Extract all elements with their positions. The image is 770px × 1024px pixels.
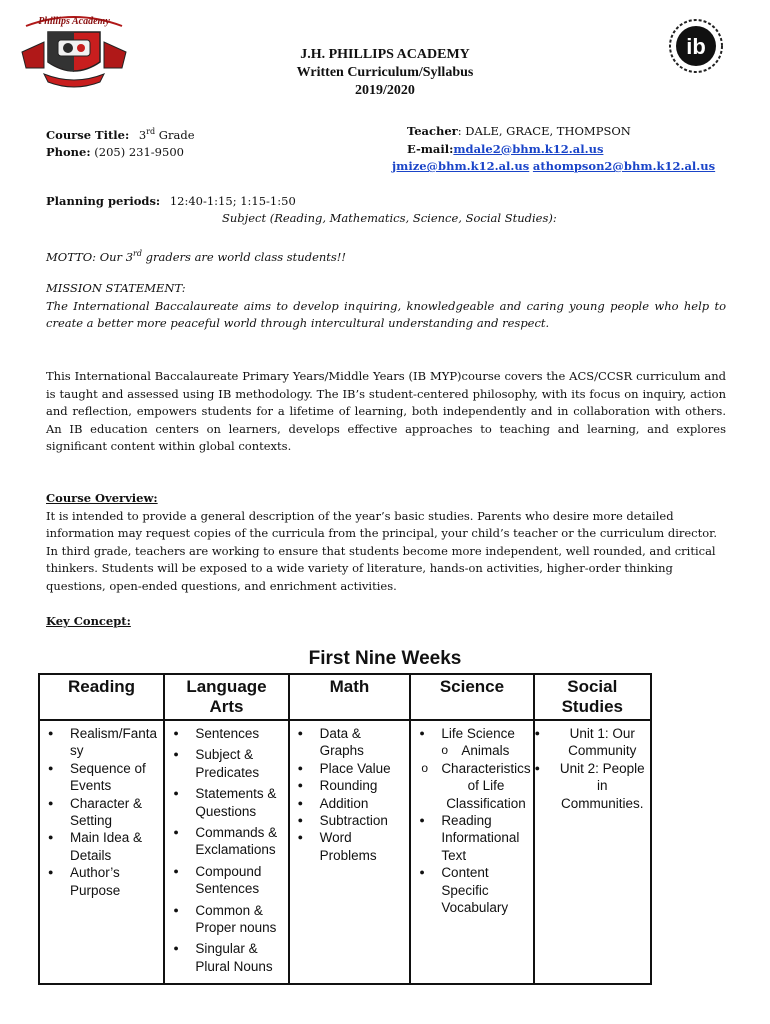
list-item: ● Singular & Plural Nouns — [195, 940, 285, 975]
science-cell — [410, 720, 533, 984]
key-concept-heading: Key Concept: — [46, 614, 131, 628]
document-header — [0, 46, 770, 100]
teacher-label: Teacher — [407, 124, 458, 138]
teacher-info — [407, 123, 631, 158]
svg-text:Phillips Academy: Phillips Academy — [38, 16, 110, 27]
table-title: First Nine Weeks — [308, 648, 462, 669]
teacher-value: : DALE, GRACE, THOMPSON — [457, 124, 631, 138]
course-title-num: 3 — [138, 127, 147, 142]
school-year: 2019/2020 — [355, 83, 415, 98]
course-title-label: Course Title: — [46, 127, 130, 142]
table-body-row — [39, 720, 651, 984]
list-item: ● Author’s Purpose — [70, 864, 161, 899]
list-item: ● Subtraction — [320, 812, 408, 829]
course-info — [46, 123, 195, 162]
phone-label: Phone: — [46, 145, 91, 160]
list-item: ● Main Idea & Details — [70, 829, 161, 864]
overview-text: It is intended to provide a general description of the year’s basic studies. Parents who desire more detailed information may request copies of the curricula from the principal, your child’s teacher or the curriculum director. In third grade, teachers are working to ensure that students become more independent, well rounded, and critical thinkers. Students will be exposed to a wide variety of literature, hands-on activities, higher-order thinking questions, open-ended questions, and enrichment activities. — [46, 508, 718, 593]
list-item: ● Content Specific Vocabulary — [441, 864, 530, 916]
science-life-science: Life Science — [441, 726, 515, 741]
subject-line: Subject (Reading, Mathematics, Science, Social Studies): — [222, 211, 557, 225]
email-label: E-mail: — [407, 141, 454, 156]
math-cell — [289, 720, 411, 984]
phone-value: (205) 231-9500 — [94, 145, 184, 160]
table-header-row — [39, 674, 651, 720]
mission-text: The International Baccalaureate aims to develop inquiring, knowledgeable and caring young people who help to create a better more peaceful world through intercultural understanding and respect. — [46, 298, 726, 330]
motto — [46, 245, 346, 266]
list-item: ● Character & Setting — [70, 795, 161, 830]
course-title-rest: Grade — [155, 127, 195, 142]
first-nine-weeks-table — [38, 673, 652, 985]
email-link-2[interactable]: jmize@bhm.k12.al.us — [392, 159, 530, 173]
mission-heading: MISSION STATEMENT: — [46, 281, 186, 295]
header-science: Science — [410, 674, 533, 720]
reading-cell — [39, 720, 164, 984]
list-item: ● Compound Sentences — [195, 863, 285, 898]
mission-statement — [46, 280, 726, 333]
list-item: ● Sentences — [195, 725, 285, 742]
social-studies-cell — [534, 720, 651, 984]
planning-value: 12:40-1:15; 1:15-1:50 — [169, 194, 296, 208]
motto-sup: rd — [133, 249, 142, 258]
list-item: ● Place Value — [320, 760, 408, 777]
list-item: ● Realism/Fantasy — [70, 725, 161, 760]
email-link-1[interactable]: mdale2@bhm.k12.al.us — [453, 141, 604, 156]
planning-label: Planning periods: — [46, 194, 161, 208]
list-item: ● Commands & Exclamations — [195, 824, 285, 859]
header-language-arts: Language Arts — [164, 674, 288, 720]
document-title: Written Curriculum/Syllabus — [296, 65, 474, 80]
list-item: ● Common & Proper nouns — [195, 902, 285, 937]
list-item — [441, 725, 530, 760]
list-item: ● Sequence of Events — [70, 760, 161, 795]
list-item: ● Statements & Questions — [195, 785, 285, 820]
language-arts-cell — [164, 720, 288, 984]
list-item: ● Unit 2: People in Communities. — [557, 760, 648, 812]
school-name: J.H. PHILLIPS ACADEMY — [300, 47, 470, 62]
planning-periods — [46, 193, 296, 211]
motto-prefix: MOTTO: Our 3 — [46, 249, 134, 264]
intro-paragraph: This International Baccalaureate Primary Years/Middle Years (IB MYP)course covers the ACS/CCSR curriculum and is taught and assessed using IB methodology. The IB’s student-centered philosophy, with its focus on inquiry, action and reflection, empowers students for a lifetime of learning, both independently and in collaboration with others. An IB education centers on learners, develops effective approaches to teaching and learning, and explores significant content within global contexts. — [46, 369, 726, 453]
list-item: ● Subject & Predicates — [195, 746, 285, 781]
list-item: ● Word Problems — [320, 829, 408, 864]
email-link-3[interactable]: athompson2@bhm.k12.al.us — [532, 159, 716, 173]
list-item: ● Rounding — [320, 777, 408, 794]
course-overview — [46, 490, 726, 595]
svg-text:ib: ib — [686, 34, 706, 59]
header-math: Math — [289, 674, 411, 720]
list-item: ● Reading Informational Text — [441, 812, 530, 864]
list-item: ● Data & Graphs — [320, 725, 408, 760]
header-reading: Reading — [39, 674, 164, 720]
motto-suffix: graders are world class students!! — [141, 249, 347, 264]
sub-list-item: o Characteristics of Life Classification — [441, 760, 530, 812]
email-line-2 — [392, 158, 715, 176]
sub-list-item: o Animals — [461, 742, 530, 759]
overview-heading: Course Overview: — [46, 491, 158, 505]
list-item: ● Addition — [320, 795, 408, 812]
list-item: ● Unit 1: Our Community — [557, 725, 648, 760]
course-title-sup: rd — [146, 127, 156, 136]
header-social-studies: Social Studies — [534, 674, 651, 720]
